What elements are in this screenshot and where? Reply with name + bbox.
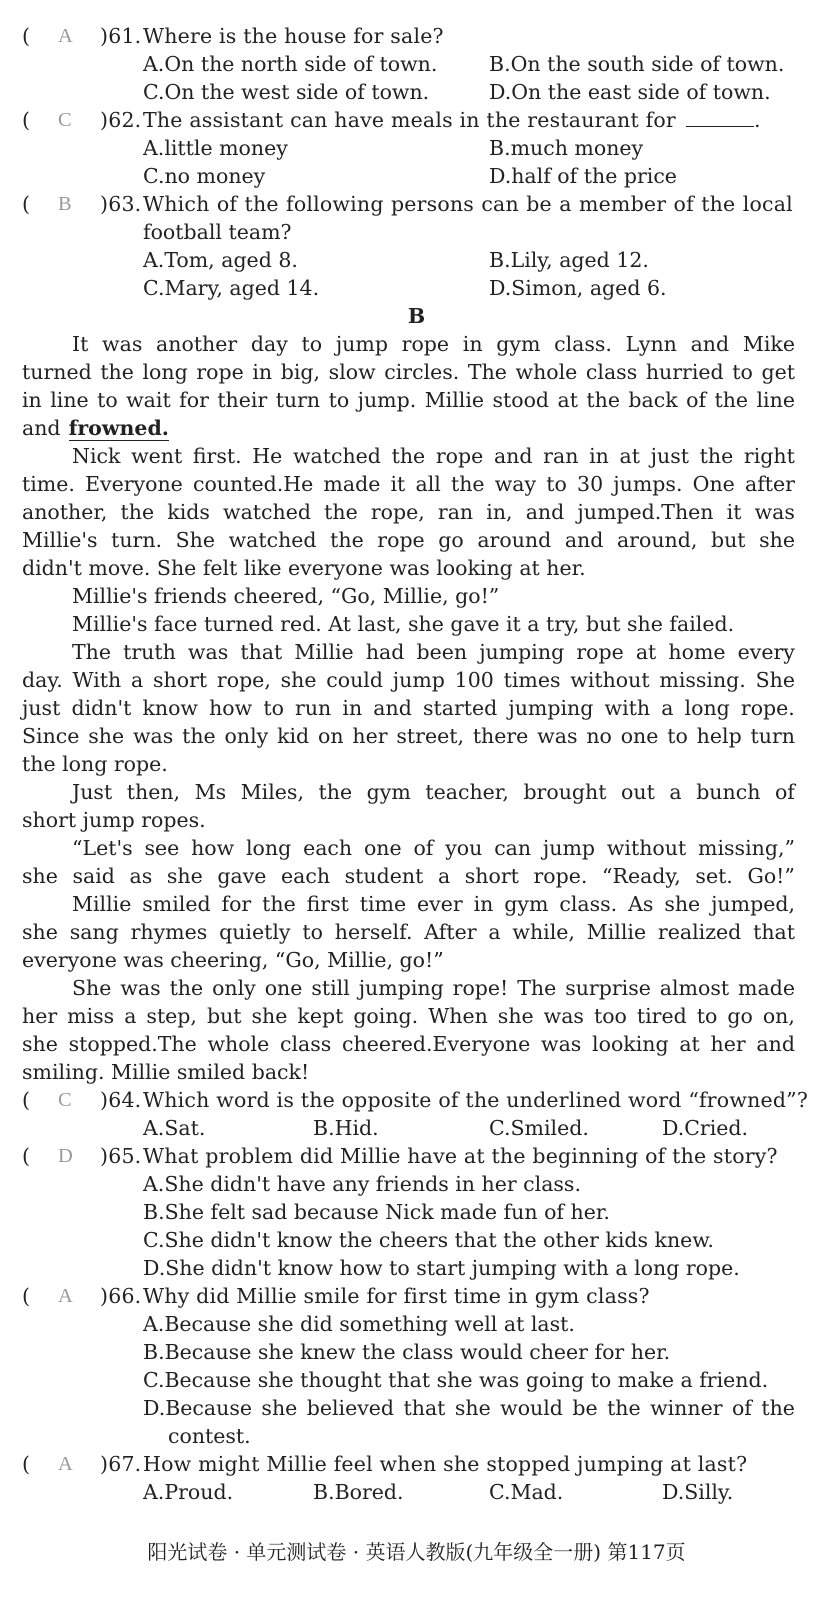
passage-line-text: Millie smiled for the first time ever in gym class. As she jumped, (72, 892, 795, 916)
passage-line-text: time. Everyone counted.He made it all the way to 30 jumps. One after (22, 472, 795, 496)
option-62-d: D.half of the price (489, 164, 677, 188)
answer-67: A (58, 1453, 74, 1475)
option-text: D.Because she believed that she would be the winner of the (143, 1396, 795, 1420)
question-text: What problem did Millie have at the beginning of the story? (143, 1144, 778, 1168)
option-65-b: B.She felt sad because Nick made fun of her. (143, 1200, 610, 1224)
passage-line (22, 918, 795, 946)
question-text: Why did Millie smile for first time in gym class? (143, 1284, 650, 1308)
question-text-continued: football team? (143, 220, 292, 244)
option-63-c: C.Mary, aged 14. (143, 276, 320, 300)
answer-64: C (58, 1089, 72, 1111)
option-63-d: D.Simon, aged 6. (489, 276, 667, 300)
passage-line-text: Millie's face turned red. At last, she gave it a try, but she failed. (72, 612, 735, 636)
passage-line (72, 974, 795, 1002)
passage-line (72, 330, 795, 358)
passage-line-text: Just then, Ms Miles, the gym teacher, brought out a bunch of (72, 780, 795, 804)
option-64-c: C.Smiled. (489, 1116, 589, 1140)
question-number: )64. (100, 1088, 142, 1112)
passage-line-text: day. With a short rope, she could jump 100 times without missing. She (22, 668, 795, 692)
option-67-a: A.Proud. (143, 1480, 234, 1504)
passage-line-text: smiling. Millie smiled back! (22, 1060, 310, 1084)
passage-line (72, 778, 795, 806)
option-62-a: A.little money (143, 136, 288, 160)
passage-line-text: the long rope. (22, 752, 168, 776)
option-65-a: A.She didn't have any friends in her class. (143, 1172, 581, 1196)
passage-line (22, 946, 444, 974)
option-67-c: C.Mad. (489, 1480, 564, 1504)
passage-line (22, 694, 795, 722)
option-66-b: B.Because she knew the class would cheer for her. (143, 1340, 671, 1364)
passage-line (22, 386, 795, 414)
passage-line-text: Millie's friends cheered, “Go, Millie, go!” (72, 584, 500, 608)
passage-line (22, 722, 795, 750)
passage-line (22, 526, 795, 554)
passage-line-text: in line to wait for their turn to jump. Millie stood at the back of the line (22, 388, 795, 412)
passage-line (22, 1030, 795, 1058)
passage-line-text: turned the long rope in big, slow circles. The whole class hurried to get (22, 360, 795, 384)
option-67-b: B.Bored. (313, 1480, 404, 1504)
paren: ( (22, 192, 31, 216)
passage-line (72, 638, 795, 666)
passage-line-text: another, the kids watched the rope, ran in, and jumped.Then it was (22, 500, 795, 524)
passage-line-text: Nick went first. He watched the rope and ran in at just the right (72, 444, 795, 468)
question-text-end: . (753, 108, 761, 132)
option-65-c: C.She didn't know the cheers that the other kids knew. (143, 1228, 714, 1252)
passage-line-text: It was another day to jump rope in gym class. Lynn and Mike (72, 332, 795, 356)
section-heading: B (407, 304, 426, 328)
question-number: )66. (100, 1284, 142, 1308)
question-number: )65. (100, 1144, 142, 1168)
passage-line (22, 498, 795, 526)
passage-line-text: she stopped.The whole class cheered.Everyone was looking at her and (22, 1032, 795, 1056)
option-67-d: D.Silly. (662, 1480, 734, 1504)
option-64-d: D.Cried. (662, 1116, 749, 1140)
answer-66: A (58, 1285, 74, 1307)
paren: ( (22, 24, 31, 48)
question-number: )61. (100, 24, 142, 48)
passage-line-text: just didn't know how to run in and started jumping with a long rope. (22, 696, 795, 720)
option-61-a: A.On the north side of town. (143, 52, 438, 76)
passage-line-text: she sang rhymes quietly to herself. After a while, Millie realized that (22, 920, 795, 944)
passage-line-text: everyone was cheering, “Go, Millie, go!” (22, 948, 444, 972)
passage-line (72, 834, 795, 862)
option-61-d: D.On the east side of town. (489, 80, 771, 104)
passage-line-text: didn't move. She felt like everyone was looking at her. (22, 556, 586, 580)
option-continued: contest. (168, 1424, 251, 1448)
paren: ( (22, 108, 31, 132)
answer-62: C (58, 109, 72, 131)
passage-line-text: her miss a step, but she kept going. When she was too tired to go on, (22, 1004, 795, 1028)
passage-line (22, 806, 206, 834)
question-number: )62. (100, 108, 142, 132)
option-63-b: B.Lily, aged 12. (489, 248, 649, 272)
option-66-d (143, 1394, 795, 1422)
passage-line-text: The truth was that Millie had been jumping rope at home every (72, 640, 795, 664)
paren: ( (22, 1452, 31, 1476)
passage-line-text: Since she was the only kid on her street, there was no one to help turn (22, 724, 795, 748)
option-65-d: D.She didn't know how to start jumping with a long rope. (143, 1256, 740, 1280)
page-footer: 阳光试卷 · 单元测试卷 · 英语人教版(九年级全一册) 第117页 (147, 1540, 686, 1564)
underlined-word: frowned. (68, 416, 169, 440)
question-number: )63. (100, 192, 142, 216)
passage-line (22, 414, 169, 442)
passage-line (22, 554, 586, 582)
option-66-a: A.Because she did something well at last. (143, 1312, 575, 1336)
passage-line-text: short jump ropes. (22, 808, 206, 832)
passage-line (22, 750, 168, 778)
question-text-wrap (143, 190, 793, 218)
option-64-a: A.Sat. (143, 1116, 206, 1140)
paren: ( (22, 1144, 31, 1168)
passage-line (72, 442, 795, 470)
answer-blank (686, 106, 754, 127)
answer-65: D (58, 1145, 74, 1167)
option-62-c: C.no money (143, 164, 266, 188)
passage-line (22, 470, 795, 498)
answer-63: B (58, 193, 72, 215)
passage-line (22, 1002, 795, 1030)
option-64-b: B.Hid. (313, 1116, 379, 1140)
passage-line-text: Millie's turn. She watched the rope go around and around, but she (22, 528, 795, 552)
question-text: How might Millie feel when she stopped jumping at last? (143, 1452, 748, 1476)
passage-line (22, 358, 795, 386)
passage-line (72, 610, 734, 638)
passage-line-text: and (22, 416, 61, 440)
option-61-b: B.On the south side of town. (489, 52, 785, 76)
passage-line-text: She was the only one still jumping rope! The surprise almost made (72, 976, 795, 1000)
question-text: Where is the house for sale? (143, 24, 444, 48)
paren: ( (22, 1088, 31, 1112)
passage-line-text: “Let's see how long each one of you can jump without missing,” (72, 836, 795, 860)
passage-line (72, 890, 795, 918)
option-63-a: A.Tom, aged 8. (143, 248, 298, 272)
option-66-c: C.Because she thought that she was going to make a friend. (143, 1368, 769, 1392)
question-text: The assistant can have meals in the restaurant for (143, 108, 676, 132)
answer-61: A (58, 25, 74, 47)
question-number: )67. (100, 1452, 142, 1476)
passage-line (22, 1058, 309, 1086)
passage-line (72, 582, 499, 610)
paren: ( (22, 1284, 31, 1308)
option-61-c: C.On the west side of town. (143, 80, 430, 104)
option-62-b: B.much money (489, 136, 644, 160)
passage-line (22, 862, 795, 890)
passage-line (22, 666, 795, 694)
question-text: Which of the following persons can be a member of the local (143, 192, 793, 216)
question-text: Which word is the opposite of the underlined word “frowned”? (143, 1088, 809, 1112)
passage-line-text: she said as she gave each student a short rope. “Ready, set. Go!” (22, 864, 795, 888)
